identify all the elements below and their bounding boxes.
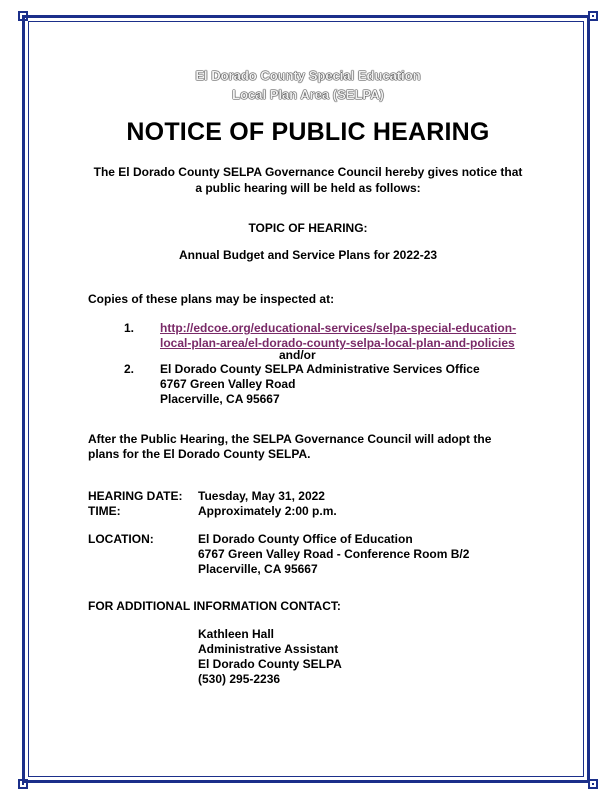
list-number-2: 2. <box>124 362 135 376</box>
corner-ornament-icon <box>13 6 33 26</box>
intro-line2: a public hearing will be held as follows: <box>195 181 421 195</box>
contact-org: El Dorado County SELPA <box>198 657 342 671</box>
corner-ornament-icon <box>583 774 603 794</box>
contact-role: Administrative Assistant <box>198 642 339 656</box>
location-line3: Placerville, CA 95667 <box>198 562 318 576</box>
after-line2: plans for the El Dorado County SELPA. <box>88 447 311 461</box>
plans-link-line1[interactable]: http://edcoe.org/educational-services/selpa-special-education- <box>160 321 517 335</box>
intro-line1: The El Dorado County SELPA Governance Council hereby gives notice that <box>93 165 523 179</box>
page-title: NOTICE OF PUBLIC HEARING <box>126 118 490 146</box>
corner-ornament-icon <box>583 6 603 26</box>
contact-heading: FOR ADDITIONAL INFORMATION CONTACT: <box>88 599 341 613</box>
location-label: LOCATION: <box>88 532 154 546</box>
contact-name: Kathleen Hall <box>198 627 275 641</box>
contact-phone: (530) 295-2236 <box>198 672 281 686</box>
time-label: TIME: <box>88 504 121 518</box>
office-city: Placerville, CA 95667 <box>160 392 280 406</box>
plans-link-line2[interactable]: local-plan-area/el-dorado-county-selpa-local-plan-and-policies <box>160 336 515 350</box>
office-name: El Dorado County SELPA Administrative Services Office <box>160 362 480 376</box>
org-name-line2: Local Plan Area (SELPA) <box>232 87 384 102</box>
org-name-line1: El Dorado County Special Education <box>195 68 421 83</box>
topic-heading: TOPIC OF HEARING: <box>248 221 368 235</box>
corner-ornament-icon <box>13 774 33 794</box>
list-number-1: 1. <box>124 321 135 335</box>
copies-heading: Copies of these plans may be inspected at: <box>88 292 335 306</box>
office-street: 6767 Green Valley Road <box>160 377 296 391</box>
location-line1: El Dorado County Office of Education <box>198 532 413 546</box>
and-or-text: and/or <box>279 348 316 362</box>
location-line2: 6767 Green Valley Road - Conference Room B/2 <box>198 547 470 561</box>
topic-value: Annual Budget and Service Plans for 2022-23 <box>178 248 438 262</box>
after-line1: After the Public Hearing, the SELPA Governance Council will adopt the <box>88 432 492 446</box>
hearing-date-label: HEARING DATE: <box>88 489 183 503</box>
hearing-date-value: Tuesday, May 31, 2022 <box>198 489 325 503</box>
time-value: Approximately 2:00 p.m. <box>198 504 337 518</box>
